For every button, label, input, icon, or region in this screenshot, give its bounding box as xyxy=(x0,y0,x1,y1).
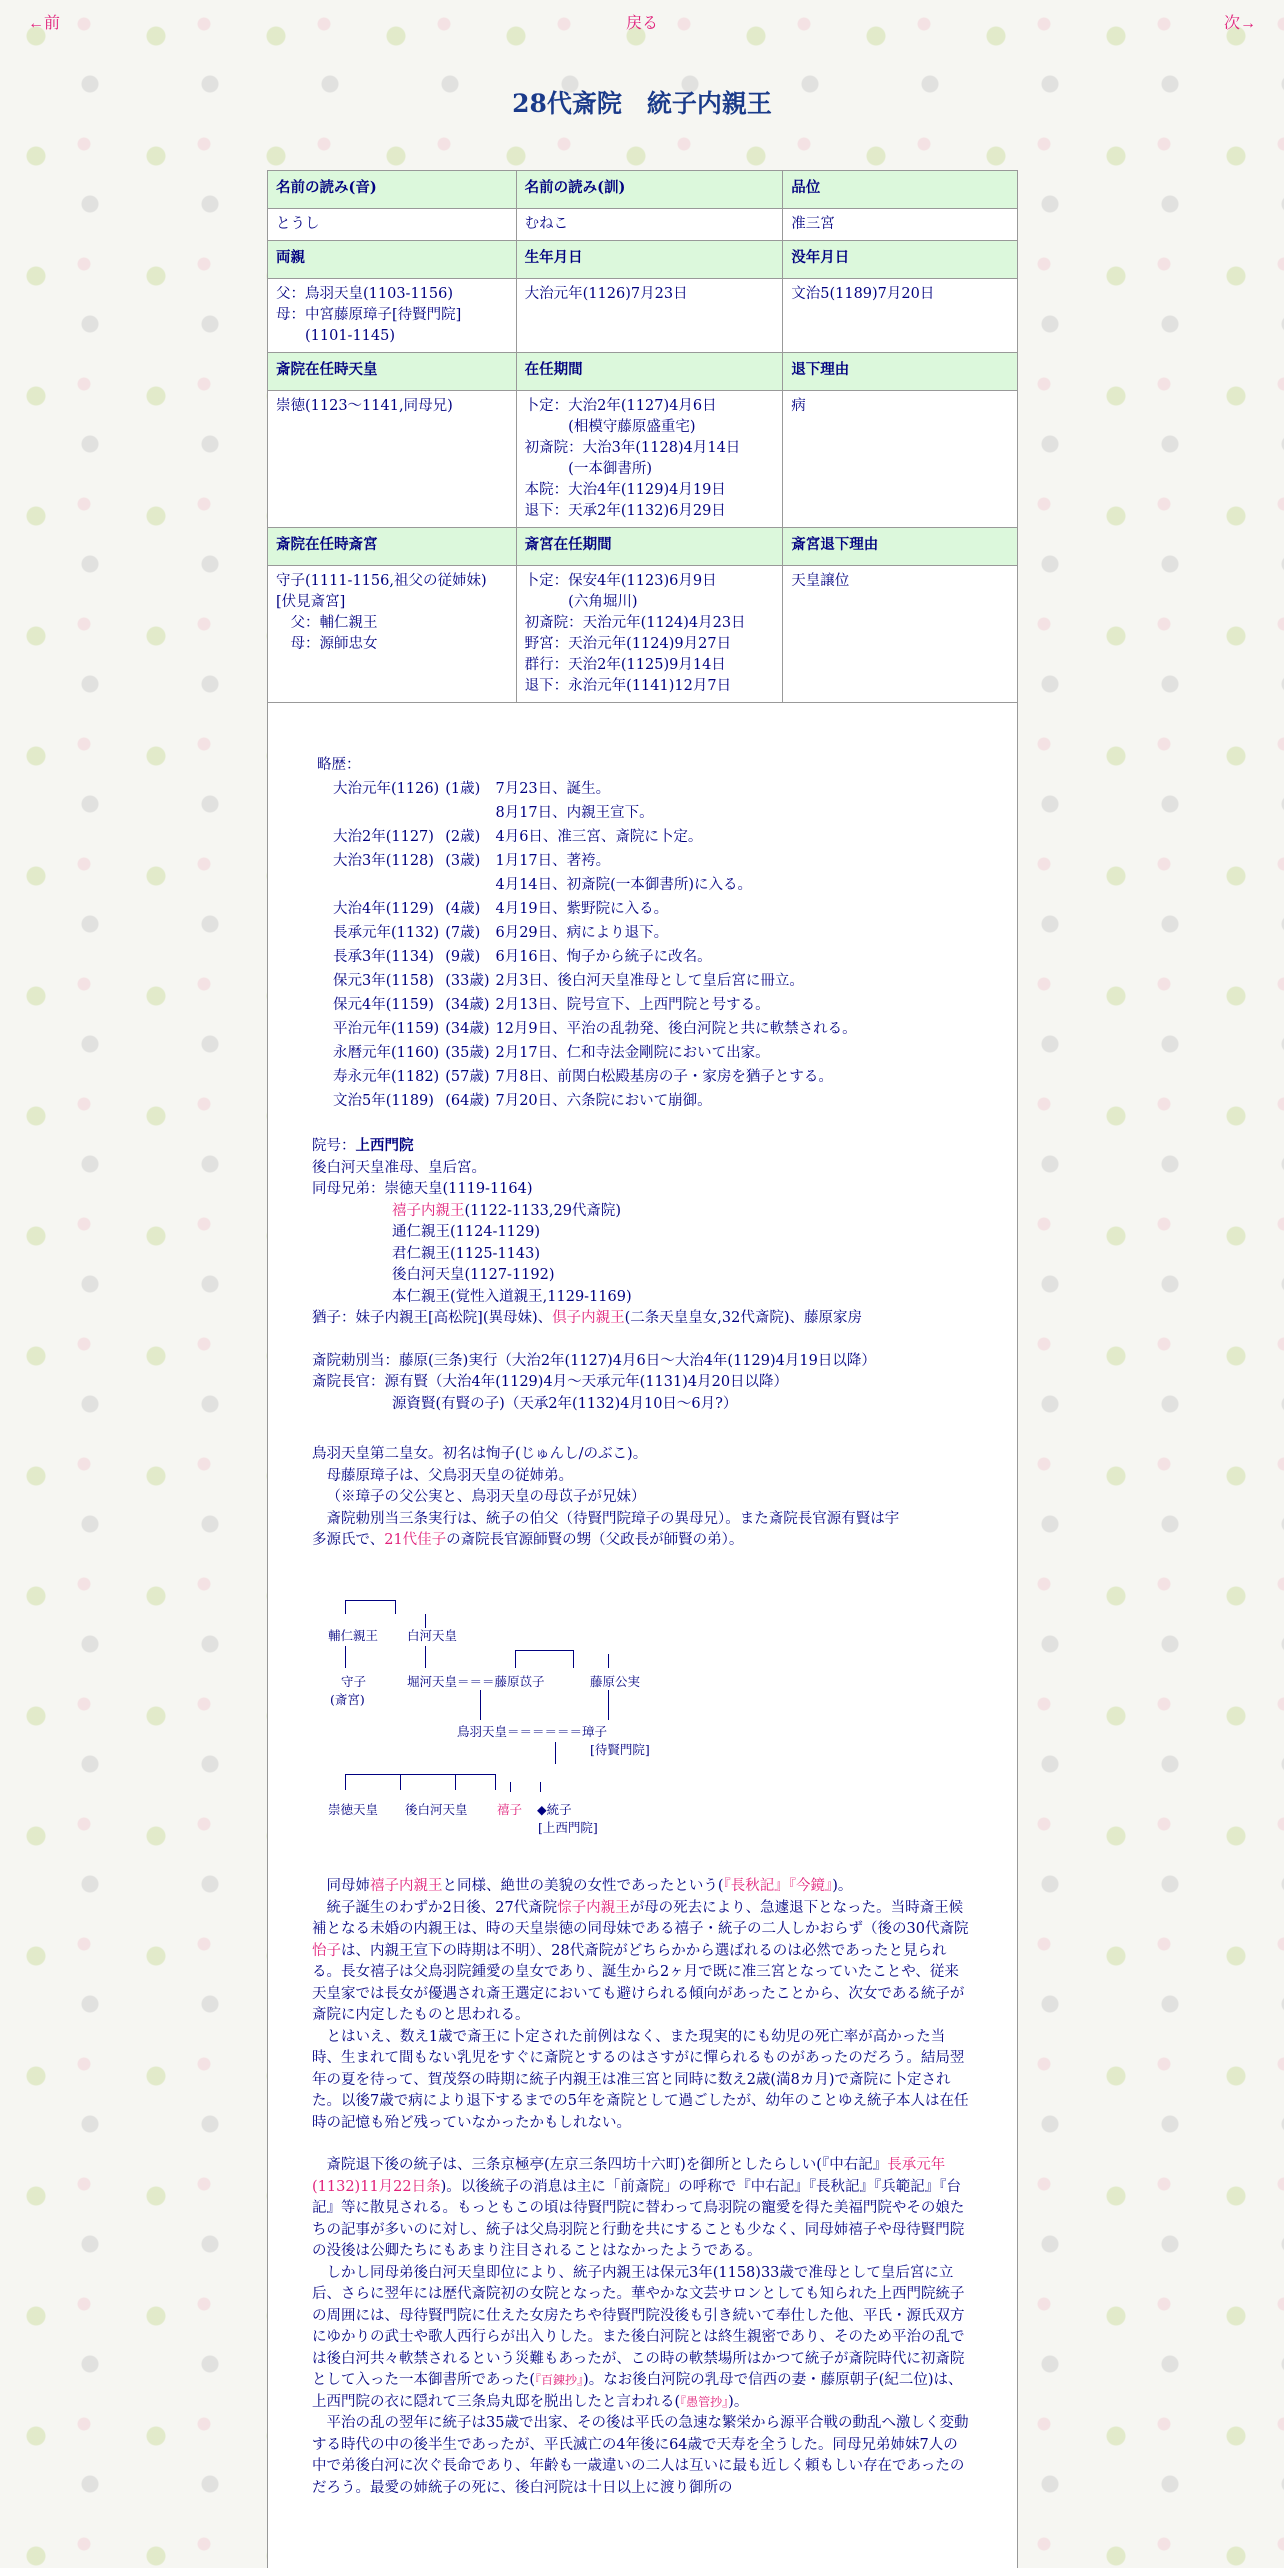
value-birth: 大治元年(1126)7月23日 xyxy=(516,279,783,353)
essay-text: )。 xyxy=(728,2393,749,2410)
saigu-term-line: 卜定：保安4年(1123)6月9日 xyxy=(524,573,717,589)
tree-node: 藤原公実 xyxy=(590,1674,641,1689)
sibling-name: 君仁親王(1125-1143) xyxy=(392,1245,541,1262)
chronology-age: (64歳) xyxy=(445,1092,490,1109)
chronology-row xyxy=(333,777,863,801)
sibling-name: 通仁親王(1124-1129) xyxy=(392,1224,541,1240)
tree-node: 崇徳天皇 xyxy=(328,1802,379,1817)
value-term xyxy=(516,391,783,528)
chronology-year: 永暦元年(1160) xyxy=(333,1044,440,1061)
value-saigu-term xyxy=(516,566,783,703)
saigu-line: 父：輔仁親王 xyxy=(276,615,378,631)
table-row xyxy=(268,209,1018,241)
yushi-text: 猶子：妹子内親王[高松院](異母妹)、 xyxy=(312,1310,553,1326)
yushi-text: (二条天皇皇女,32代斎院)、藤原家房 xyxy=(624,1310,863,1326)
tree-node: [待賢門院] xyxy=(590,1742,650,1757)
essay-paragraph: とはいえ、数え1歳で斎王に卜定された前例はなく、また現実的にも幼児の死亡率が高かった当時、生まれて間もない乳児をすぐに斎院とするのはさすがに憚られるものがあったのだろう。結局翌年の夏を待って、賀茂祭の時期に統子内親王は准三宮と同時に数え2歳(満8カ月)で斎院に卜定された。以後7歳で病により退下するまでの5年を斎院として過ごしたが、幼年のことゆえ統子本人は在任時の記憶も殆ど残っていなかったかもしれない。 xyxy=(312,2028,969,2131)
chronology-age: (3歳) xyxy=(445,852,481,869)
header-saigu-term: 斎宮在任期間 xyxy=(516,528,783,566)
chronology-year: 文治5年(1189) xyxy=(333,1092,434,1109)
essay-link[interactable]: 悰子内親王 xyxy=(557,1899,630,1916)
saigu-term-line: 初斎院：天治元年(1124)4月23日 xyxy=(524,615,746,631)
chronology-year: 大治元年(1126) xyxy=(333,780,440,797)
term-line: (一本御書所) xyxy=(524,461,652,477)
intro xyxy=(312,1444,972,1552)
ingo-line xyxy=(312,1135,972,1158)
chronology-event: 1月17日、著袴。 xyxy=(495,852,611,869)
value-name-kun: むねこ xyxy=(516,209,783,241)
table-header-row xyxy=(268,171,1018,209)
chronology-event: 4月6日、准三宮、斎院に卜定。 xyxy=(495,828,703,845)
header-saigu: 斎院在任時斎宮 xyxy=(268,528,517,566)
relations xyxy=(312,1135,972,1415)
chronology-age: (34歳) xyxy=(445,996,490,1013)
chronology-event: 4月19日、紫野院に入る。 xyxy=(495,900,669,917)
chronology-row xyxy=(333,1089,863,1113)
page-title: 28代斎院 統子内親王 xyxy=(512,89,772,118)
chronology-event: 8月17日、内親王宣下。 xyxy=(495,804,654,821)
essay-text: 同母姉 xyxy=(326,1878,370,1894)
value-parents xyxy=(268,279,517,353)
tree-node: 白河天皇 xyxy=(407,1628,458,1643)
essay-text: が母の死去により、急遽退下となった。当時斎王候補となる未婚の内親王は、時の天皇崇徳の同母妹である禧子・統子の二人しかおらず（後の30代斎院 xyxy=(312,1899,969,1937)
essay-link[interactable]: 長承元年(1132)11月22日条 xyxy=(312,2157,946,2195)
chronology-event: 7月8日、前関白松殿基房の子・家房を猶子とする。 xyxy=(495,1068,833,1085)
family-tree xyxy=(325,1590,725,1850)
chronology-event: 7月23日、誕生。 xyxy=(495,780,611,797)
essay-paragraph: 平治の乱の翌年に統子は35歳で出家、その後は平氏の急速な繁栄から源平合戦の動乱へ激しく変動する時代の中の後半生であったが、平氏滅亡の4年後に64歳で天寿を全うした。同母兄弟姉妹7人の中で弟後白河に次ぐ長命であり、年齢も一歳違いの二人は互いに最も近しく頼もしい存在であったのだろう。最愛の姉統子の死に、後白河院は十日以上に渡り御所の xyxy=(312,2415,969,2496)
ingo-name: 上西門院 xyxy=(355,1137,414,1154)
chronology-year xyxy=(333,801,445,825)
siblings-label: 同母兄弟： xyxy=(312,1181,385,1197)
top-navigation xyxy=(0,10,1284,34)
chronology-row xyxy=(333,1041,863,1065)
chronology-event: 12月9日、平治の乱勃発、後白河院と共に軟禁される。 xyxy=(495,1020,857,1037)
essay-link[interactable]: 怡子 xyxy=(312,1942,341,1959)
term-line: 初斎院：大治3年(1128)4月14日 xyxy=(524,440,741,456)
value-saigu xyxy=(268,566,517,703)
chronology-age xyxy=(445,873,495,897)
sibling-line xyxy=(312,1201,972,1223)
chronology-table xyxy=(333,777,863,1113)
betto-line: 斎院勅別当：藤原(三条)実行（大治2年(1127)4月6日～大治4年(1129)4月19日以降） xyxy=(312,1352,876,1369)
chokan-line: 斎院長官：源有賢（大治4年(1129)4月～天承元年(1131)4月20日以降） xyxy=(312,1374,789,1390)
chronology-title: 略歴： xyxy=(317,757,361,773)
mother-line: 母：中宮藤原璋子[待賢門院] xyxy=(276,307,462,323)
essay-paragraph xyxy=(312,2155,972,2263)
essay-link[interactable]: 禧子内親王 xyxy=(370,1878,443,1894)
profile-table xyxy=(267,170,1018,703)
yushi-link[interactable]: 倶子内親王 xyxy=(552,1310,625,1326)
term-line: (相模守藤原盛重宅) xyxy=(524,419,696,435)
sibling-name: 後白河天皇(1127-1192) xyxy=(392,1267,555,1283)
value-saigu-reason: 天皇譲位 xyxy=(783,566,1018,703)
tree-node: 輔仁親王 xyxy=(328,1628,379,1643)
header-retire-reason: 退下理由 xyxy=(783,353,1018,391)
mother-title-line: 後白河天皇准母、皇后宮。 xyxy=(312,1159,486,1176)
siblings-line xyxy=(312,1179,972,1201)
chronology-event: 2月3日、後白河天皇准母として皇后宮に冊立。 xyxy=(495,972,804,989)
chronology-row xyxy=(333,825,863,849)
value-name-on: とうし xyxy=(268,209,517,241)
essay-paragraph xyxy=(312,2263,972,2414)
chronology-event: 4月14日、初斎院(一本御書所)に入る。 xyxy=(495,876,752,893)
intro-line: 斎院勅別当三条実行は、統子の伯父（待賢門院璋子の異母兄）。また斎院長官源有賢は宇 xyxy=(326,1510,900,1527)
intro-link[interactable]: 21代佳子 xyxy=(384,1532,447,1548)
chronology-year: 大治3年(1128) xyxy=(333,852,434,869)
chronology-row xyxy=(333,993,863,1017)
header-saigu-reason: 斎宮退下理由 xyxy=(783,528,1018,566)
tree-node: [上西門院] xyxy=(538,1820,598,1835)
chronology-age: (34歳) xyxy=(445,1020,490,1037)
essay-text: と同様、絶世の美貌の女性であったという( xyxy=(442,1878,724,1894)
essay-source[interactable]: 『百錬抄』 xyxy=(535,2373,584,2387)
chokan-line: 源資賢(有賢の子)（天承2年(1132)4月10日～6月?） xyxy=(392,1395,738,1412)
saigu-term-line: 群行：天治2年(1125)9月14日 xyxy=(524,657,726,673)
chronology-row xyxy=(333,969,863,993)
chronology-event: 6月16日、恂子から統子に改名。 xyxy=(495,948,712,965)
essay-text: は、内親王宣下の時期は不明）、28代斎院がどちらかから選ばれるのは必然であったと見られる。長女禧子は父鳥羽院鍾愛の皇女であり、誕生から2ヶ月で既に准三宮となっていたことや、従来天皇家では長女が優遇され斎王選定においても避けられる傾向があったことから、次女である統子が斎院に内定したものと思われる。 xyxy=(312,1942,965,2023)
header-name-kun: 名前の読み(訓) xyxy=(516,171,783,209)
chronology-age: (7歳) xyxy=(445,924,481,941)
chronology-year: 寿永元年(1182) xyxy=(333,1068,440,1085)
chronology-year: 長承元年(1132) xyxy=(333,924,440,941)
intro-line xyxy=(312,1530,972,1552)
value-rank: 准三宮 xyxy=(783,209,1018,241)
chronology-row xyxy=(333,1065,863,1089)
intro-text: の斎院長官源師賢の甥（父政長が師賢の弟）。 xyxy=(446,1532,744,1548)
chronology xyxy=(317,755,977,1113)
intro-line: 鳥羽天皇第二皇女。初名は恂子(じゅんし/のぶこ)。 xyxy=(312,1446,648,1462)
chronology-row xyxy=(333,801,863,825)
tree-node: (斎宮) xyxy=(330,1692,365,1707)
chronology-row xyxy=(333,921,863,945)
essay-text: 統子誕生のわずか2日後、27代斎院 xyxy=(326,1899,558,1916)
table-header-row xyxy=(268,241,1018,279)
chronology-event: 2月17日、仁和寺法金剛院において出家。 xyxy=(495,1044,770,1061)
mother-years: (1101-1145) xyxy=(276,328,396,344)
sibling-name: 本仁親王(覚性入道親王,1129-1169) xyxy=(392,1288,632,1305)
saigu-line: 母：源師忠女 xyxy=(276,636,378,652)
chronology-age: (33歳) xyxy=(445,972,490,989)
father-line: 父：鳥羽天皇(1103-1156) xyxy=(276,286,454,302)
term-line: 本院：大治4年(1129)4月19日 xyxy=(524,482,726,498)
table-row xyxy=(268,566,1018,703)
sibling-name: 崇徳天皇(1119-1164) xyxy=(384,1181,533,1197)
essay-text: )。以後統子の消息は主に「前斎院」の呼称で『中右記』『長秋記』『兵範記』『台記』等に散見される。もっともこの頃は待賢門院に替わって鳥羽院の寵愛を得た美福門院やその娘たちの記事が多いのに対し、統子は父鳥羽院と行動を共にすることも少なく、同母姉禧子や母待賢門院の没後は公卿たちにもあまり注目されることはなかったようである。 xyxy=(312,2178,965,2259)
table-header-row xyxy=(268,353,1018,391)
value-death: 文治5(1189)7月20日 xyxy=(783,279,1018,353)
tree-node: 鳥羽天皇＝＝＝＝＝＝璋子 xyxy=(457,1724,608,1739)
term-line: 卜定：大治2年(1127)4月6日 xyxy=(524,398,717,414)
table-row xyxy=(268,279,1018,353)
table-row xyxy=(268,391,1018,528)
essay-text: しかし同母弟後白河天皇即位により、統子内親王は保元3年(1158)33歳で准母として皇后宮に立后、さらに翌年には歴代斎院初の女院となった。華やかな文芸サロンとしても知られた上西門院統子の周囲には、母待賢門院に仕えた女房たちや待賢門院没後も引き続いて奉仕した他、平氏・源氏双方にゆかりの武士や歌人西行らが出入りした。また後白河院とは終生親密であり、そのため平治の乱では後白河共々軟禁されるという災難もあったが、この時の軟禁場所はかつて統子が斎院時代に初斎院として入った一本御書所であった( xyxy=(312,2264,965,2388)
essay-source[interactable]: 『愚管抄』 xyxy=(680,2394,729,2409)
essay-paragraph xyxy=(312,1898,972,2027)
header-death: 没年月日 xyxy=(783,241,1018,279)
saigu-term-line: 退下：永治元年(1141)12月7日 xyxy=(524,678,732,694)
yushi-line xyxy=(312,1308,972,1330)
term-line: 退下：天承2年(1132)6月29日 xyxy=(524,503,726,519)
chronology-age: (35歳) xyxy=(445,1044,490,1061)
chronology-event: 7月20日、六条院において崩御。 xyxy=(495,1092,712,1109)
chronology-row xyxy=(333,1017,863,1041)
header-rank: 品位 xyxy=(783,171,1018,209)
saigu-line: [伏見斎宮] xyxy=(276,594,346,610)
header-emperor: 斎院在任時天皇 xyxy=(268,353,517,391)
chronology-row xyxy=(333,849,863,873)
chronology-year: 保元4年(1159) xyxy=(333,996,434,1013)
tree-node-link[interactable]: 禧子 xyxy=(497,1802,523,1817)
back-link[interactable]: 戻る xyxy=(626,15,659,32)
essay xyxy=(312,1876,972,2499)
prev-link[interactable]: ←前 xyxy=(28,15,61,32)
chronology-age: (1歳) xyxy=(445,780,481,797)
intro-line: 母藤原璋子は、父鳥羽天皇の従姉弟。 xyxy=(326,1467,573,1484)
header-name-on: 名前の読み(音) xyxy=(268,171,517,209)
chronology-age: (2歳) xyxy=(445,828,481,845)
chronology-row xyxy=(333,945,863,969)
next-link[interactable]: 次→ xyxy=(1223,15,1256,32)
chronology-row xyxy=(333,873,863,897)
essay-text: )。 xyxy=(832,1878,853,1894)
essay-paragraph xyxy=(312,1876,972,1898)
chronology-year: 保元3年(1158) xyxy=(333,972,434,989)
chronology-age: (9歳) xyxy=(445,948,481,965)
value-retire-reason: 病 xyxy=(783,391,1018,528)
intro-text: 多源氏で、 xyxy=(312,1532,385,1548)
ingo-label: 院号： xyxy=(312,1138,356,1154)
tree-node: ◆統子 xyxy=(537,1802,572,1817)
sibling-years: (1122-1133,29代斎院) xyxy=(464,1202,622,1219)
header-birth: 生年月日 xyxy=(516,241,783,279)
saigu-line: 守子(1111-1156,祖父の従姉妹) xyxy=(276,573,487,589)
chronology-event: 6月29日、病により退下。 xyxy=(495,924,669,941)
chronology-year: 大治4年(1129) xyxy=(333,900,434,917)
chronology-age: (4歳) xyxy=(445,900,481,917)
chronology-age: (57歳) xyxy=(445,1068,490,1085)
essay-text: )。なお後白河院の乳母で信西の妻・藤原朝子(紀二位)は、上西門院の衣に隠れて三条烏丸邸を脱出したと言われる( xyxy=(312,2372,963,2410)
essay-source[interactable]: 『長秋記』『今鏡』 xyxy=(723,1878,833,1894)
chronology-row xyxy=(333,897,863,921)
tree-node: 堀河天皇＝＝＝藤原苡子 xyxy=(407,1674,545,1689)
chronology-year: 平治元年(1159) xyxy=(333,1020,440,1037)
chronology-year xyxy=(333,873,445,897)
intro-line: （※璋子の父公実と、鳥羽天皇の母苡子が兄妹） xyxy=(326,1489,646,1505)
header-term: 在任期間 xyxy=(516,353,783,391)
value-emperor: 崇徳(1123～1141,同母兄) xyxy=(268,391,517,528)
chronology-year: 長承3年(1134) xyxy=(333,948,434,965)
tree-node: 守子 xyxy=(341,1674,367,1689)
essay-text: 斎院退下後の統子は、三条京極亭(左京三条四坊十六町)を御所としたらしい(『中右記』 xyxy=(326,2157,888,2173)
saigu-term-line: (六角堀川) xyxy=(524,594,638,610)
table-header-row xyxy=(268,528,1018,566)
chronology-age xyxy=(445,801,495,825)
chronology-event: 2月13日、院号宣下、上西門院と号する。 xyxy=(495,996,770,1013)
saigu-term-line: 野宮：天治元年(1124)9月27日 xyxy=(524,636,732,652)
tree-node: 後白河天皇 xyxy=(405,1802,468,1817)
sibling-link[interactable]: 禧子内親王 xyxy=(392,1202,465,1219)
header-parents: 両親 xyxy=(268,241,517,279)
chronology-year: 大治2年(1127) xyxy=(333,828,434,845)
